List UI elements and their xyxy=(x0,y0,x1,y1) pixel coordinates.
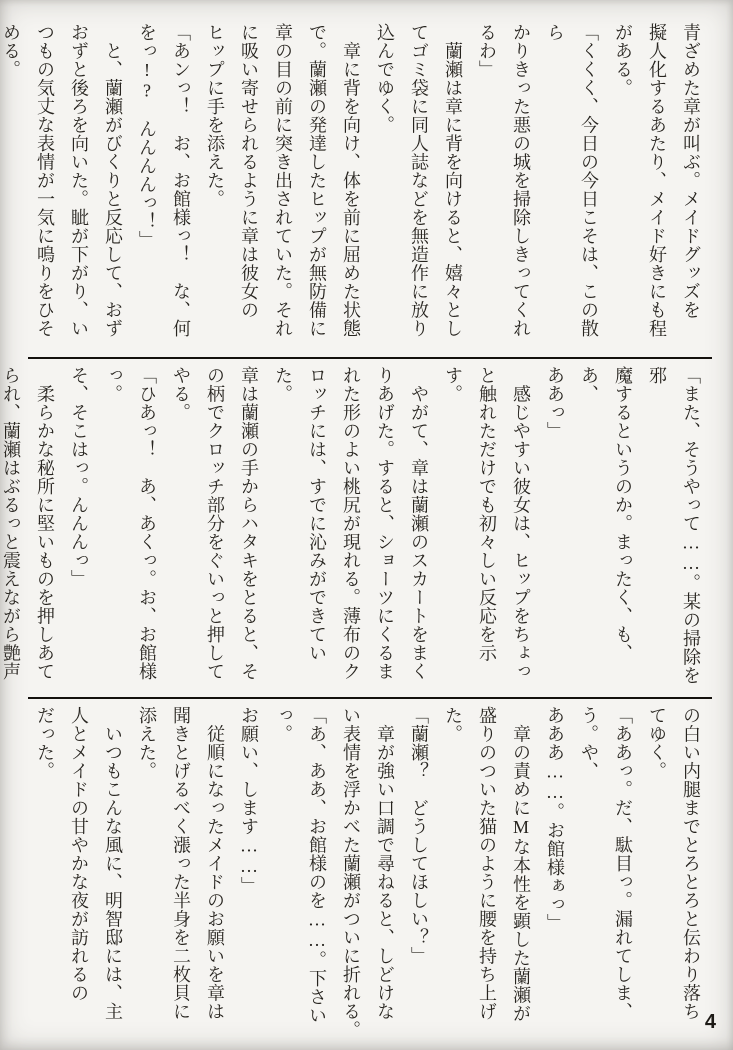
text-column: つもの気丈な表情が一気に鳴りをひそ xyxy=(35,23,55,338)
text-section-middle xyxy=(1,366,708,694)
text-section-bottom xyxy=(28,706,708,1050)
text-column: 「蘭瀬？ どうしてほしい？」 xyxy=(409,706,429,965)
text-section-top xyxy=(1,23,708,354)
text-column: かりきった悪の城を掃除しきってくれ xyxy=(511,23,531,338)
text-column: ロッチには、すでに沁みができていた。 xyxy=(273,366,327,662)
text-column: だった。 xyxy=(35,706,55,780)
text-column: の白い内腿までとろとろと伝わり落ち xyxy=(681,706,701,1021)
text-column: 「くくく、今日の今日こそは、この散ら xyxy=(545,23,599,338)
text-column: 章の責めにMな本性を顕した蘭瀬が xyxy=(511,706,531,1023)
text-column: 「あンっ！ お、お館様っ！ な、何 xyxy=(171,23,191,338)
text-column: てゆく。 xyxy=(647,706,667,780)
text-column: た。 xyxy=(443,706,463,743)
text-column: をっ!? んんんんっ！」 xyxy=(137,23,157,249)
text-column: 擬人化するあたり、メイド好きにも程 xyxy=(647,23,667,338)
text-column: 「ああっ。だ、駄目っ。漏れてしま、う。や、 xyxy=(579,706,633,1021)
text-column: で。蘭瀬の発達したヒップが無防備に xyxy=(307,23,327,338)
text-column: ああっ」 xyxy=(545,366,565,440)
text-column: がある。 xyxy=(613,23,633,97)
text-column: 人とメイドの甘やかな夜が訪れるの xyxy=(69,706,89,1002)
text-column: れた形のよい桃尻が現れる。薄布のク xyxy=(341,366,361,681)
text-column: りあげた。すると、ショーツにくるま xyxy=(375,366,395,681)
text-column: 添えた。 xyxy=(137,706,157,780)
text-column: おずと後ろを向いた。眦が下がり、い xyxy=(69,23,89,338)
text-column: 蘭瀬は章に背を向けると、嬉々とし xyxy=(443,23,463,338)
text-column: 「あ、ああ、お館様のを……。下さいっ。 xyxy=(273,706,327,1025)
text-column: 聞きとげるべく漲った半身を二枚貝に xyxy=(171,706,191,1021)
text-column: 章の目の前に突き出されていた。それ xyxy=(273,23,293,338)
text-column: と触れただけでも初々しい反応を示す。 xyxy=(443,366,497,662)
text-column: お願い、します……」 xyxy=(239,706,259,895)
text-column: あああ……。お館様ぁっ」 xyxy=(545,706,565,932)
page-number: 4 xyxy=(704,1011,716,1033)
text-column: 込んでゆく。 xyxy=(375,23,395,134)
text-column: 従順になったメイドのお願いを章は xyxy=(205,706,225,1021)
text-column: 「ひあっ！ あ、あくっ。お、お館様っ。 xyxy=(103,366,157,681)
text-column: やる。 xyxy=(171,366,191,422)
text-column: そ、そこはっ。んんんっ」 xyxy=(69,366,89,588)
section-divider-2 xyxy=(28,697,712,699)
text-column: るわ」 xyxy=(477,23,497,79)
text-column: ヒップに手を添えた。 xyxy=(205,23,225,208)
text-column: 章に背を向け、体を前に屈めた状態 xyxy=(341,23,361,338)
text-column: 柔らかな秘所に堅いものを押しあて xyxy=(35,366,55,681)
text-column: やがて、章は蘭瀬のスカートをまく xyxy=(409,366,429,681)
text-column: に吸い寄せられるように章は彼女の xyxy=(239,23,259,319)
text-column: 盛りのついた猫のように腰を持ち上げ xyxy=(477,706,497,1021)
text-column: める。 xyxy=(1,23,21,79)
text-column: 「また、そうやって……。某の掃除を邪 xyxy=(647,366,701,685)
text-column: の柄でクロッチ部分をぐいっと押して xyxy=(205,366,225,681)
section-divider-1 xyxy=(28,357,712,359)
text-column: と、蘭瀬がびくりと反応して、おず xyxy=(103,23,123,338)
text-column: い表情を浮かべた蘭瀬がついに折れる。 xyxy=(341,706,361,1039)
text-column: 感じやすい彼女は、ヒップをちょっ xyxy=(511,366,531,681)
text-column: られ、蘭瀬はぶるっと震えながら艶声 xyxy=(1,366,21,681)
text-column: いつもこんな風に、明智邸には、主 xyxy=(103,706,123,1021)
text-column: 章は蘭瀬の手からハタキをとると、そ xyxy=(239,366,259,681)
text-column: 魔するというのか。まったく、も、あ、 xyxy=(579,366,633,662)
text-column: てゴミ袋に同人誌などを無造作に放り xyxy=(409,23,429,338)
text-column: 青ざめた章が叫ぶ。メイドグッズを xyxy=(681,23,701,319)
text-column: 章が強い口調で尋ねると、しどけな xyxy=(375,706,395,1021)
